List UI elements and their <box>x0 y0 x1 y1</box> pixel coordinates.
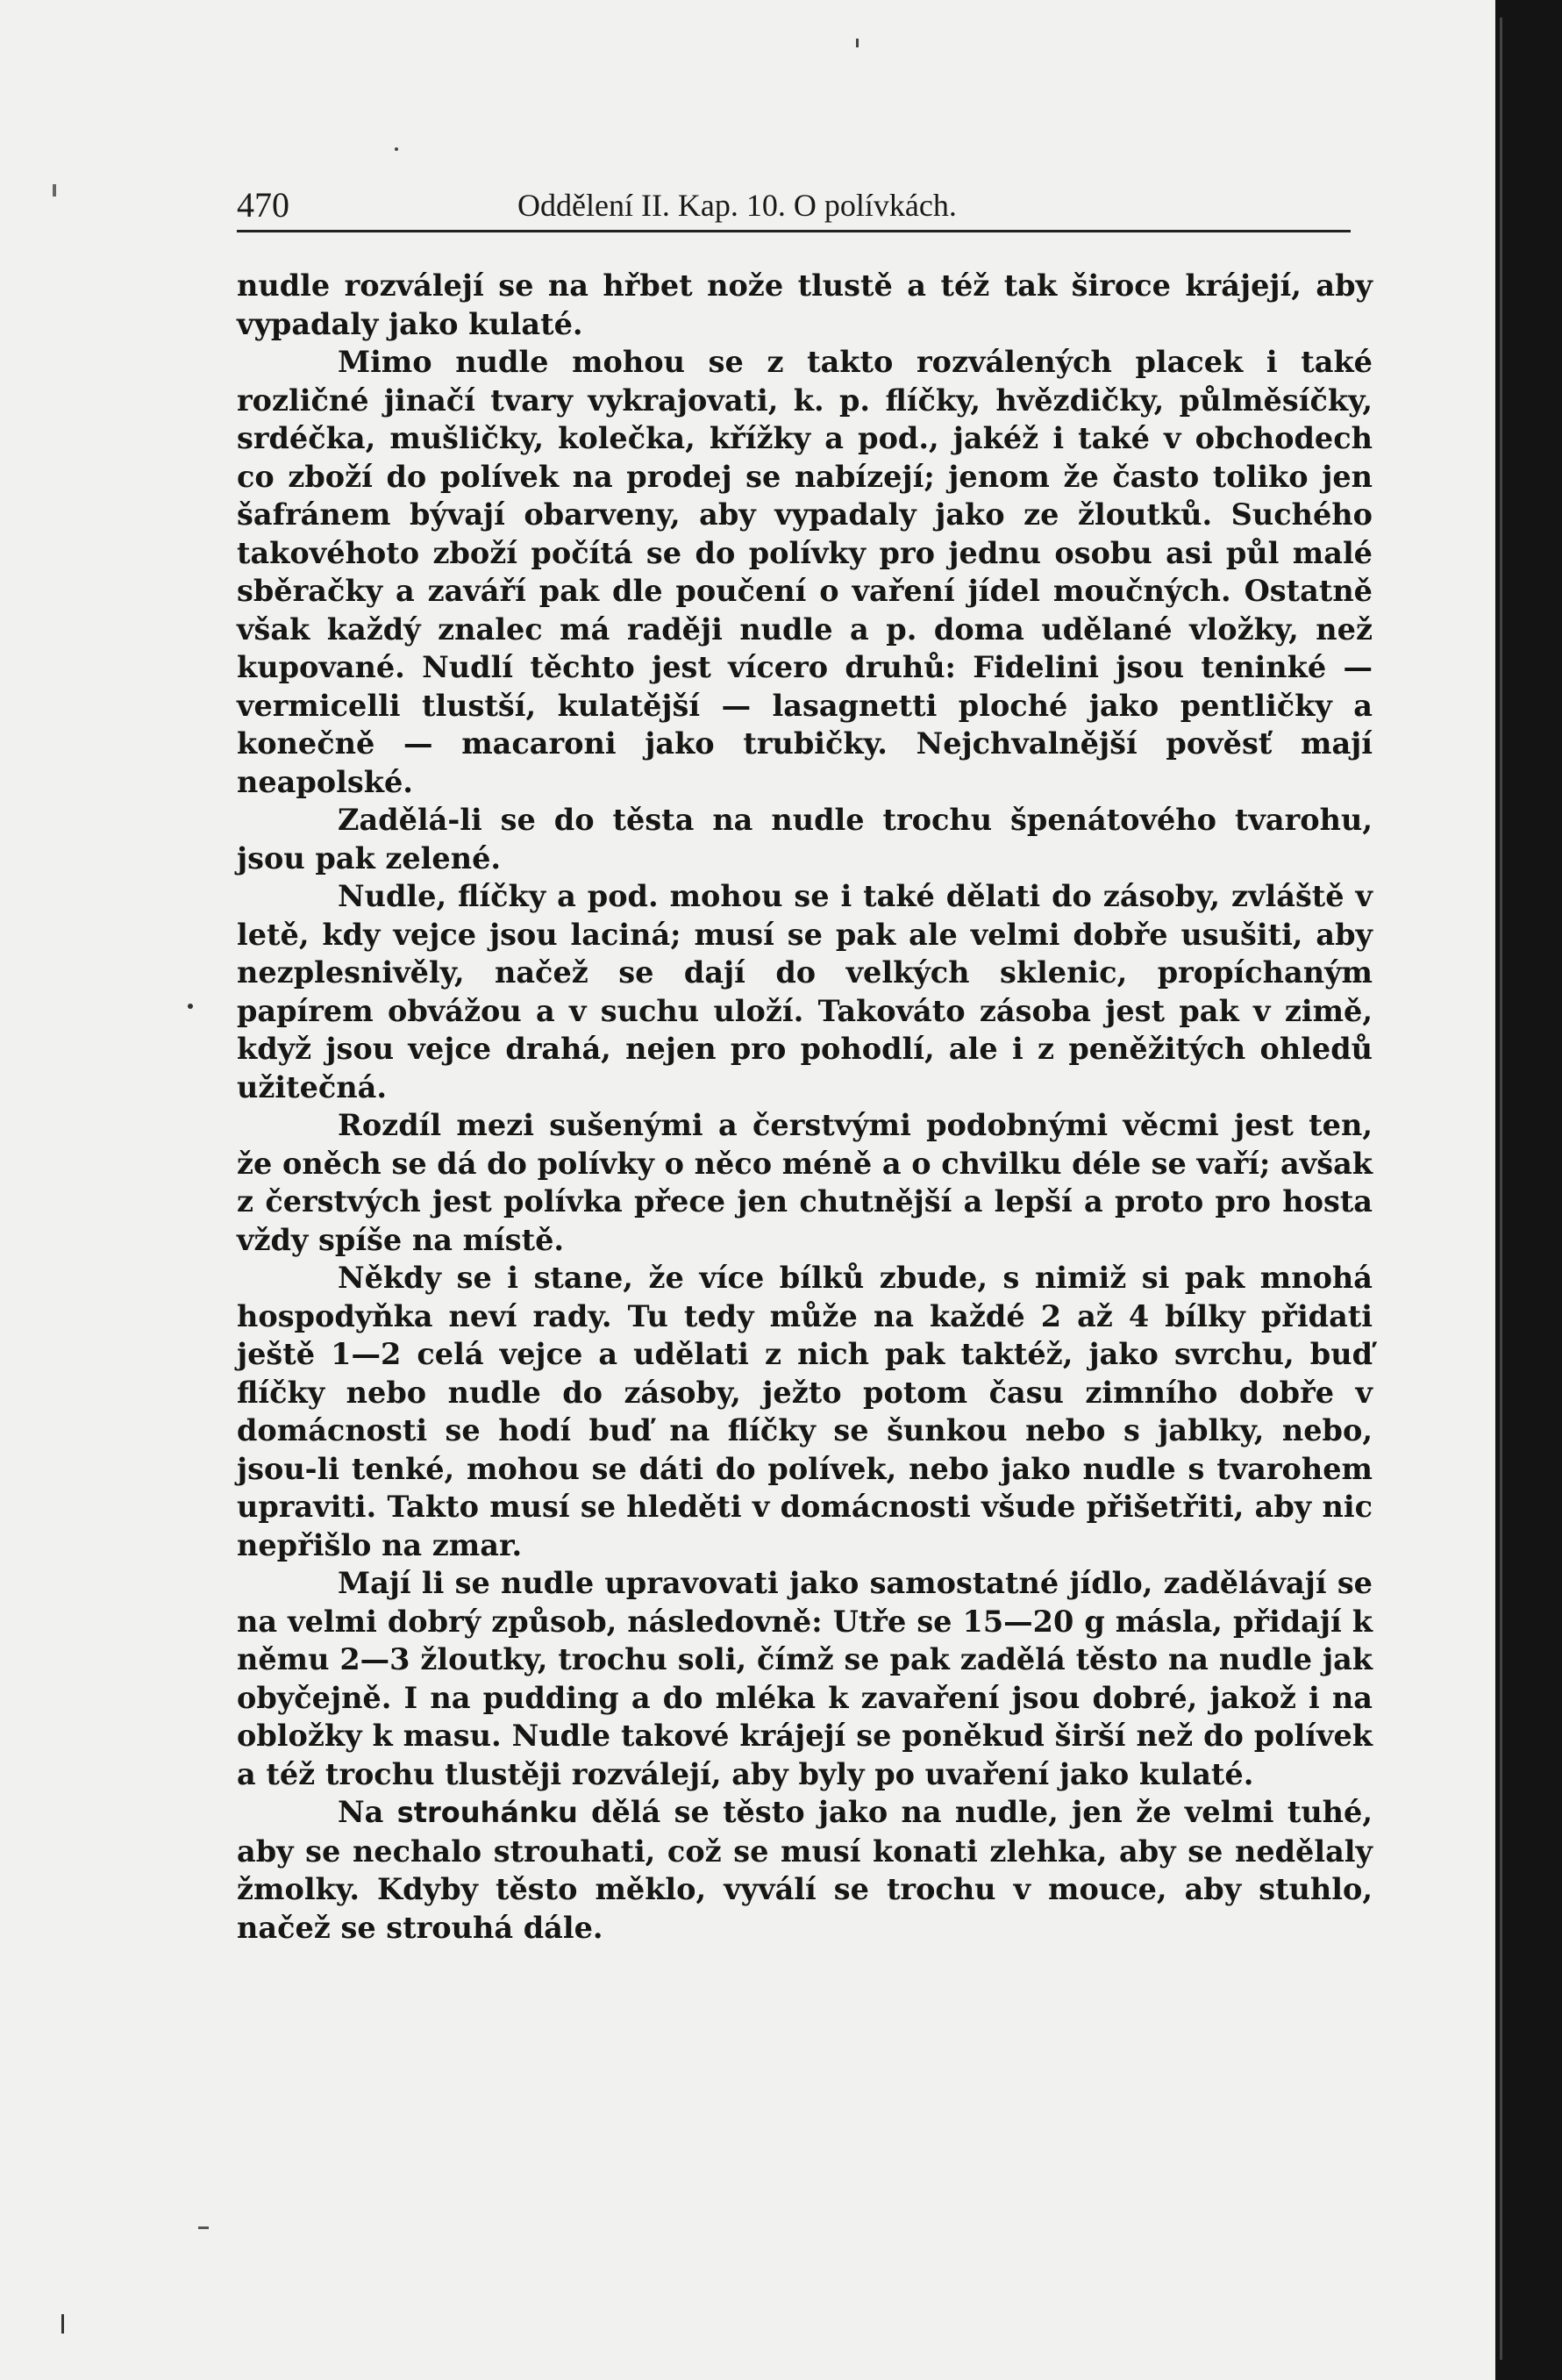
paragraph-rest: dělá se těsto jako na nudle, jen že velmi tuhé, aby se nechalo strouhati, což se musí konati zlehka, aby se nedělaly žmolky. Kdyby těsto měklo, vyválí se trochu v mouce, aby stuhlo, načež se strouhá dále. <box>237 1795 1373 1945</box>
scan-speck <box>53 184 56 197</box>
paragraph-breadcrumbs <box>237 1793 1373 1947</box>
paragraph-green-noodles: Zadělá-li se do těsta na nudle trochu špenátového tvarohu, jsou pak zelené. <box>237 803 1373 876</box>
paragraph-dried-vs-fresh: Rozdíl mezi sušenými a čerstvými podobnými věcmi jest ten, že oněch se dá do polívky o něco méně a o chvilku déle se vaří; avšak z čerstvých jest polívka přece jen chutnější a lepší a proto pro hosta vždy spíše na místě. <box>237 1108 1373 1257</box>
page-header <box>237 184 1351 232</box>
running-head: Oddělení II. Kap. 10. O polívkách. <box>517 188 957 223</box>
scan-speck <box>188 1004 193 1009</box>
scan-speck <box>61 2314 64 2334</box>
scan-speck <box>856 39 859 47</box>
scan-border <box>1495 0 1562 2380</box>
paragraph-continuation: nudle rozválejí se na hřbet nože tlustě a též tak široce krájejí, aby vypadaly jako kulaté. <box>237 268 1373 341</box>
scan-speck <box>198 2226 209 2229</box>
paragraph-lead-word: Na <box>338 1795 384 1829</box>
page-number: 470 <box>237 185 289 225</box>
paragraph-shapes: Mimo nudle mohou se z takto rozválených placek i také rozličné jinačí tvary vykrajovati, k. p. flíčky, hvězdičky, půlměsíčky, srdéčka, mušličky, kolečka, křížky a pod., jakéž i také v obchodech co zboží do polívek na prodej se nabízejí; jenom že často toliko jen šafránem bývají obarveny, aby vypadaly jako ze žloutků. Suchého takovéhoto zboží počítá se do polívky pro jednu osobu asi půl malé sběračky a zaváří pak dle poučení o vaření jídel moučných. Ostatně však každý znalec má raději nudle a p. doma udělané vložky, než kupované. Nudlí těchto jest vícero druhů: Fidelini jsou teninké — vermicelli tlustší, kulatější — lasagnetti ploché jako pentličky a konečně — macaroni jako trubičky. Nejchvalnější pověsť mají neapolské. <box>237 345 1373 799</box>
scan-speck <box>395 147 398 151</box>
page-body <box>237 267 1373 1947</box>
paragraph-standalone-dish: Mají li se nudle upravovati jako samostatné jídlo, zadělávají se na velmi dobrý způsob, následovně: Utře se 15—20 g másla, přidají k němu 2—3 žloutky, trochu soli, čímž se pak zadělá těsto na nudle jak obyčejně. I na pudding a do mléka k zavaření jsou dobré, jakož i na obložky k masu. Nudle takové krájejí se poněkud širší než do polívek a též trochu tlustěji rozválejí, aby byly po uvaření jako kulaté. <box>237 1566 1373 1791</box>
highlighted-term: strouhánku <box>396 1796 578 1829</box>
paragraph-storage: Nudle, flíčky a pod. mohou se i také dělati do zásoby, zvláště v letě, kdy vejce jsou laciná; musí se pak ale velmi dobře usušiti, aby nezplesnivěly, načež se dají do velkých sklenic, propíchaným papírem obvážou a v suchu uloží. Takováto zásoba jest pak v zimě, když jsou vejce drahá, nejen pro pohodlí, ale i z peněžitých ohledů užitečná. <box>237 879 1373 1104</box>
paragraph-egg-whites: Někdy se i stane, že více bílků zbude, s nimiž si pak mnohá hospodyňka neví rady. Tu tedy může na každé 2 až 4 bílky přidati ještě 1—2 celá vejce a udělati z nich pak taktéž, jako svrchu, buď flíčky nebo nudle do zásoby, ježto potom času zimního dobře v domácnosti se hodí buď na flíčky se šunkou nebo s jablky, nebo, jsou-li tenké, mohou se dáti do polívek, nebo jako nudle s tvarohem upraviti. Takto musí se hleděti v domácnosti všude přišetřiti, aby nic nepřišlo na zmar. <box>237 1261 1373 1562</box>
scan-border-line <box>1500 18 1502 2360</box>
